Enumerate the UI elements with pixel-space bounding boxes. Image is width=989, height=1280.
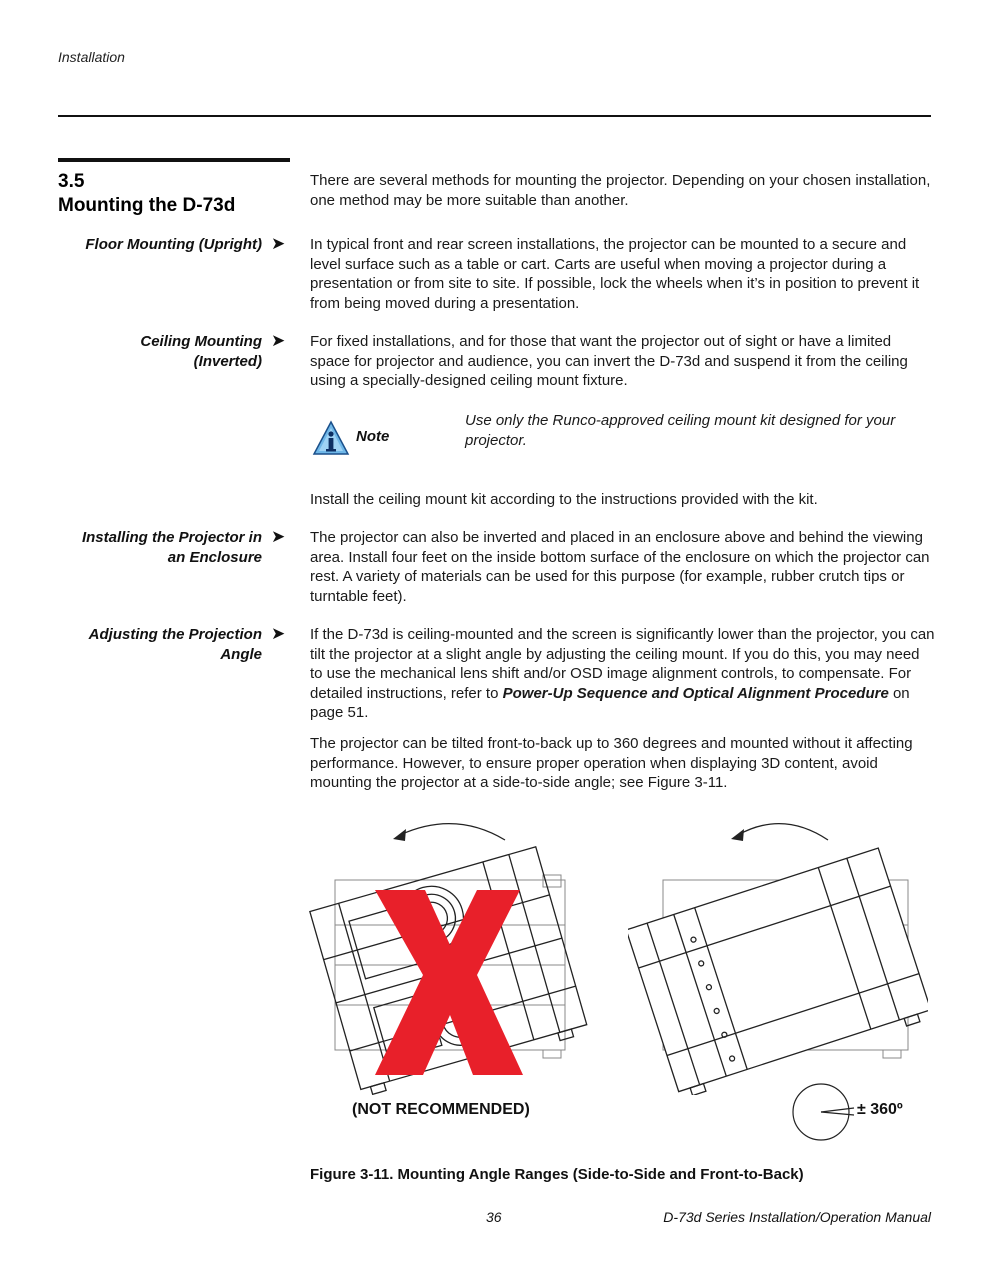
enclosure-paragraph: The projector can also be inverted and placed in an enclosure above and behind the viewing area. Install four feet on the inside bottom surface of the enclosure on which the projector can rest. A variety of materials can be used for this purpose (for example, rubber crutch tips or turntable feet). — [310, 529, 930, 605]
ceiling-paragraph: For fixed installations, and for those that want the projector out of sight or have a limited space for projector and audience, you can invert the D-73d and suspend it from the ceiling using a specially-designed ceiling mount fixture. — [310, 333, 908, 389]
tilt-paragraph: The projector can be tilted front-to-back up to 360 degrees and mounted without it affecting performance. However, to ensure proper operation when displaying 3D content, avoid mounting the projector at a side-to-side angle; see Figure 3-11. — [310, 735, 913, 791]
arrow-icon: ➤ — [271, 527, 286, 546]
angle-text-pre: If the D-73d is ceiling-mounted and the screen is significantly lower than the projector, you can tilt the projector at a slight angle by adjusting the ceiling mount. If you do this, you may need to use the mechanical lens shift and/or OSD image alignment controls, to compensate. For detailed instructions, refer to — [310, 626, 935, 702]
ceiling-heading-line1: Ceiling Mounting — [140, 333, 262, 350]
enclosure-heading-line2: an Enclosure — [167, 549, 262, 566]
arrow-icon: ➤ — [271, 234, 286, 253]
cross-reference-link[interactable]: Power-Up Sequence and Optical Alignment Procedure — [502, 684, 889, 702]
angle-heading-line2: Angle — [220, 646, 262, 663]
note-label: Note — [356, 428, 390, 445]
not-recommended-x-icon — [375, 890, 523, 1075]
section-number: 3.5 — [58, 171, 85, 192]
note-icon — [312, 420, 350, 458]
header-rule — [58, 115, 931, 117]
angle-paragraph — [310, 625, 935, 723]
side-to-side-diagram — [305, 805, 595, 1095]
angle-text-post: on page 51. — [310, 684, 910, 721]
rotation-angle-icon — [786, 1082, 856, 1142]
enclosure-heading — [82, 528, 262, 568]
install-kit-paragraph: Install the ceiling mount kit according to the instructions provided with the kit. — [310, 491, 818, 508]
page-number: 36 — [486, 1209, 502, 1225]
front-to-back-diagram — [628, 805, 928, 1095]
enclosure-heading-line1: Installing the Projector in — [81, 529, 262, 546]
section-rule — [58, 158, 290, 162]
section-heading: Mounting the D-73d — [58, 195, 236, 216]
ceiling-heading — [140, 332, 262, 372]
arrow-icon: ➤ — [271, 624, 286, 643]
angle-range-label: ± 360º — [857, 1101, 903, 1118]
note-text: Use only the Runco-approved ceiling mount kit designed for your projector. — [465, 412, 896, 449]
angle-heading — [89, 625, 262, 665]
not-recommended-label: (NOT RECOMMENDED) — [352, 1101, 530, 1118]
footer-title: D-73d Series Installation/Operation Manual — [663, 1209, 931, 1225]
section-title — [58, 170, 235, 218]
arrow-icon: ➤ — [271, 331, 286, 350]
floor-paragraph: In typical front and rear screen installations, the projector can be mounted to a secure and level surface such as a table or cart. Carts are useful when moving a projector during a presentation or from site to site. If possible, lock the wheels when it’s in position to prevent it from being moved during a presentation. — [310, 236, 920, 312]
angle-heading-line1: Adjusting the Projection — [88, 626, 262, 643]
ceiling-heading-line2: (Inverted) — [193, 353, 262, 370]
header-label: Installation — [58, 49, 125, 65]
figure-caption: Figure 3-11. Mounting Angle Ranges (Side-to-Side and Front-to-Back) — [310, 1166, 804, 1183]
floor-heading: Floor Mounting (Upright) — [85, 236, 262, 253]
intro-paragraph: There are several methods for mounting the projector. Depending on your chosen installation, one method may be more suitable than another. — [310, 172, 931, 209]
